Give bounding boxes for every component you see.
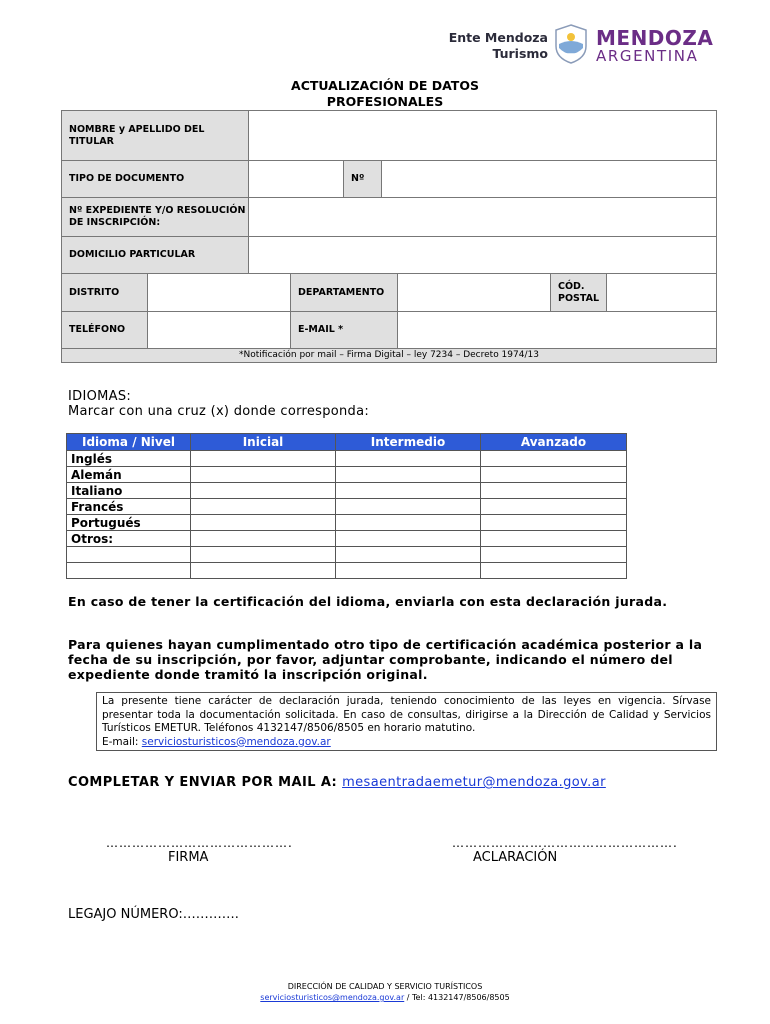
level-cell[interactable]	[191, 451, 336, 467]
doc-number-field[interactable]	[381, 160, 717, 198]
level-cell[interactable]	[336, 451, 481, 467]
send-email-link[interactable]: mesaentradaemetur@mendoza.gov.ar	[342, 775, 606, 790]
language-name[interactable]	[67, 547, 191, 563]
doc-number-label: Nº	[343, 160, 382, 198]
table-row	[67, 467, 627, 483]
doc-type-label: TIPO DE DOCUMENTO	[61, 160, 249, 198]
brand-country: ARGENTINA	[596, 47, 699, 65]
level-cell[interactable]	[191, 499, 336, 515]
table-row	[67, 563, 627, 579]
level-cell[interactable]	[191, 531, 336, 547]
brand-name: MENDOZA	[596, 26, 714, 50]
department-field[interactable]	[397, 273, 551, 312]
table-row	[67, 531, 627, 547]
language-name: Inglés	[67, 451, 191, 467]
district-field[interactable]	[147, 273, 291, 312]
declaration-text: La presente tiene carácter de declaración jurada, teniendo conocimiento de las leyes en vigencia. Sírvase presentar toda la documentación solicitada. En caso de consultas, dirigirse a la Dirección de Calidad y Servicios Turísticos EMETUR. Teléfonos 4132147/8506/8505 en horario matutino.	[102, 695, 711, 734]
table-row	[67, 515, 627, 531]
language-name[interactable]	[67, 563, 191, 579]
firma-line[interactable]: …………………………………….	[106, 836, 293, 850]
language-name: Francés	[67, 499, 191, 515]
level-cell[interactable]	[481, 483, 627, 499]
level-cell[interactable]	[481, 531, 627, 547]
org-line-1: Ente Mendoza	[448, 30, 548, 45]
footer-line-1: DIRECCIÓN DE CALIDAD Y SERVICIO TURÍSTICOS	[287, 982, 483, 991]
page-title	[0, 78, 770, 110]
org-name	[449, 30, 548, 62]
col-advanced: Avanzado	[481, 434, 627, 451]
col-language: Idioma / Nivel	[67, 434, 191, 451]
footer	[0, 981, 770, 1003]
languages-table	[66, 433, 627, 579]
level-cell[interactable]	[191, 563, 336, 579]
level-cell[interactable]	[191, 483, 336, 499]
level-cell[interactable]	[481, 451, 627, 467]
level-cell[interactable]	[336, 483, 481, 499]
languages-instruction: Marcar con una cruz (x) donde corresponda:	[68, 404, 370, 419]
postal-label: CÓD. POSTAL	[550, 273, 607, 312]
address-label: DOMICILIO PARTICULAR	[61, 236, 249, 274]
level-cell[interactable]	[481, 499, 627, 515]
legajo-field[interactable]: LEGAJO NÚMERO:………….	[68, 907, 239, 922]
table-row	[67, 483, 627, 499]
level-cell[interactable]	[191, 547, 336, 563]
send-label: COMPLETAR Y ENVIAR POR MAIL A:	[68, 775, 343, 790]
language-name: Otros:	[67, 531, 191, 547]
language-name: Alemán	[67, 467, 191, 483]
notification-note: *Notificación por mail – Firma Digital – ley 7234 – Decreto 1974/13	[61, 348, 717, 363]
level-cell[interactable]	[191, 515, 336, 531]
phone-field[interactable]	[147, 311, 291, 349]
file-field[interactable]	[248, 197, 717, 237]
doc-type-field[interactable]	[248, 160, 344, 198]
declaration-box	[96, 692, 717, 751]
level-cell[interactable]	[336, 467, 481, 483]
language-name: Italiano	[67, 483, 191, 499]
table-row	[67, 547, 627, 563]
title-line-2: PROFESIONALES	[326, 94, 444, 109]
file-label: Nº EXPEDIENTE Y/O RESOLUCIÓN DE INSCRIPCIÓN:	[61, 197, 249, 237]
email-label: E-MAIL *	[290, 311, 398, 349]
col-intermediate: Intermedio	[336, 434, 481, 451]
col-initial: Inicial	[191, 434, 336, 451]
footer-phone: / Tel: 4132147/8506/8505	[404, 993, 510, 1002]
declaration-email-link[interactable]: serviciosturisticos@mendoza.gov.ar	[141, 735, 331, 748]
level-cell[interactable]	[481, 467, 627, 483]
department-label: DEPARTAMENTO	[290, 273, 398, 312]
level-cell[interactable]	[336, 515, 481, 531]
name-field[interactable]	[248, 110, 717, 161]
level-cell[interactable]	[481, 563, 627, 579]
level-cell[interactable]	[191, 467, 336, 483]
certification-paragraph: En caso de tener la certificación del idioma, enviarla con esta declaración jurada.	[68, 594, 668, 609]
email-field[interactable]	[397, 311, 717, 349]
send-instruction	[68, 775, 606, 790]
level-cell[interactable]	[336, 531, 481, 547]
level-cell[interactable]	[481, 515, 627, 531]
table-row	[67, 451, 627, 467]
level-cell[interactable]	[336, 563, 481, 579]
name-label: NOMBRE y APELLIDO DEL TITULAR	[61, 110, 249, 161]
table-row	[67, 499, 627, 515]
mendoza-seal-icon	[553, 24, 589, 64]
aclaracion-line[interactable]: …………………………………………….	[452, 836, 678, 850]
phone-label: TELÉFONO	[61, 311, 148, 349]
level-cell[interactable]	[336, 547, 481, 563]
academic-paragraph: Para quienes hayan cumplimentado otro tipo de certificación académica posterior a la fecha de su inscripción, por favor, adjuntar comprobante, indicando el número del expediente donde tramitó la inscripción original.	[68, 637, 703, 682]
firma-label: FIRMA	[168, 850, 209, 865]
languages-header-row	[67, 434, 627, 451]
address-field[interactable]	[248, 236, 717, 274]
level-cell[interactable]	[481, 547, 627, 563]
org-line-2: Turismo	[492, 46, 548, 61]
aclaracion-label: ACLARACIÓN	[473, 850, 558, 865]
languages-title: IDIOMAS:	[68, 389, 132, 404]
district-label: DISTRITO	[61, 273, 148, 312]
level-cell[interactable]	[336, 499, 481, 515]
footer-email-link[interactable]: serviciosturisticos@mendoza.gov.ar	[260, 993, 405, 1002]
postal-field[interactable]	[606, 273, 717, 312]
title-line-1: ACTUALIZACIÓN DE DATOS	[291, 78, 479, 93]
footer-line-2	[0, 992, 770, 1003]
declaration-email-prefix: E-mail:	[102, 735, 142, 748]
language-name: Portugués	[67, 515, 191, 531]
languages-heading	[68, 389, 369, 419]
